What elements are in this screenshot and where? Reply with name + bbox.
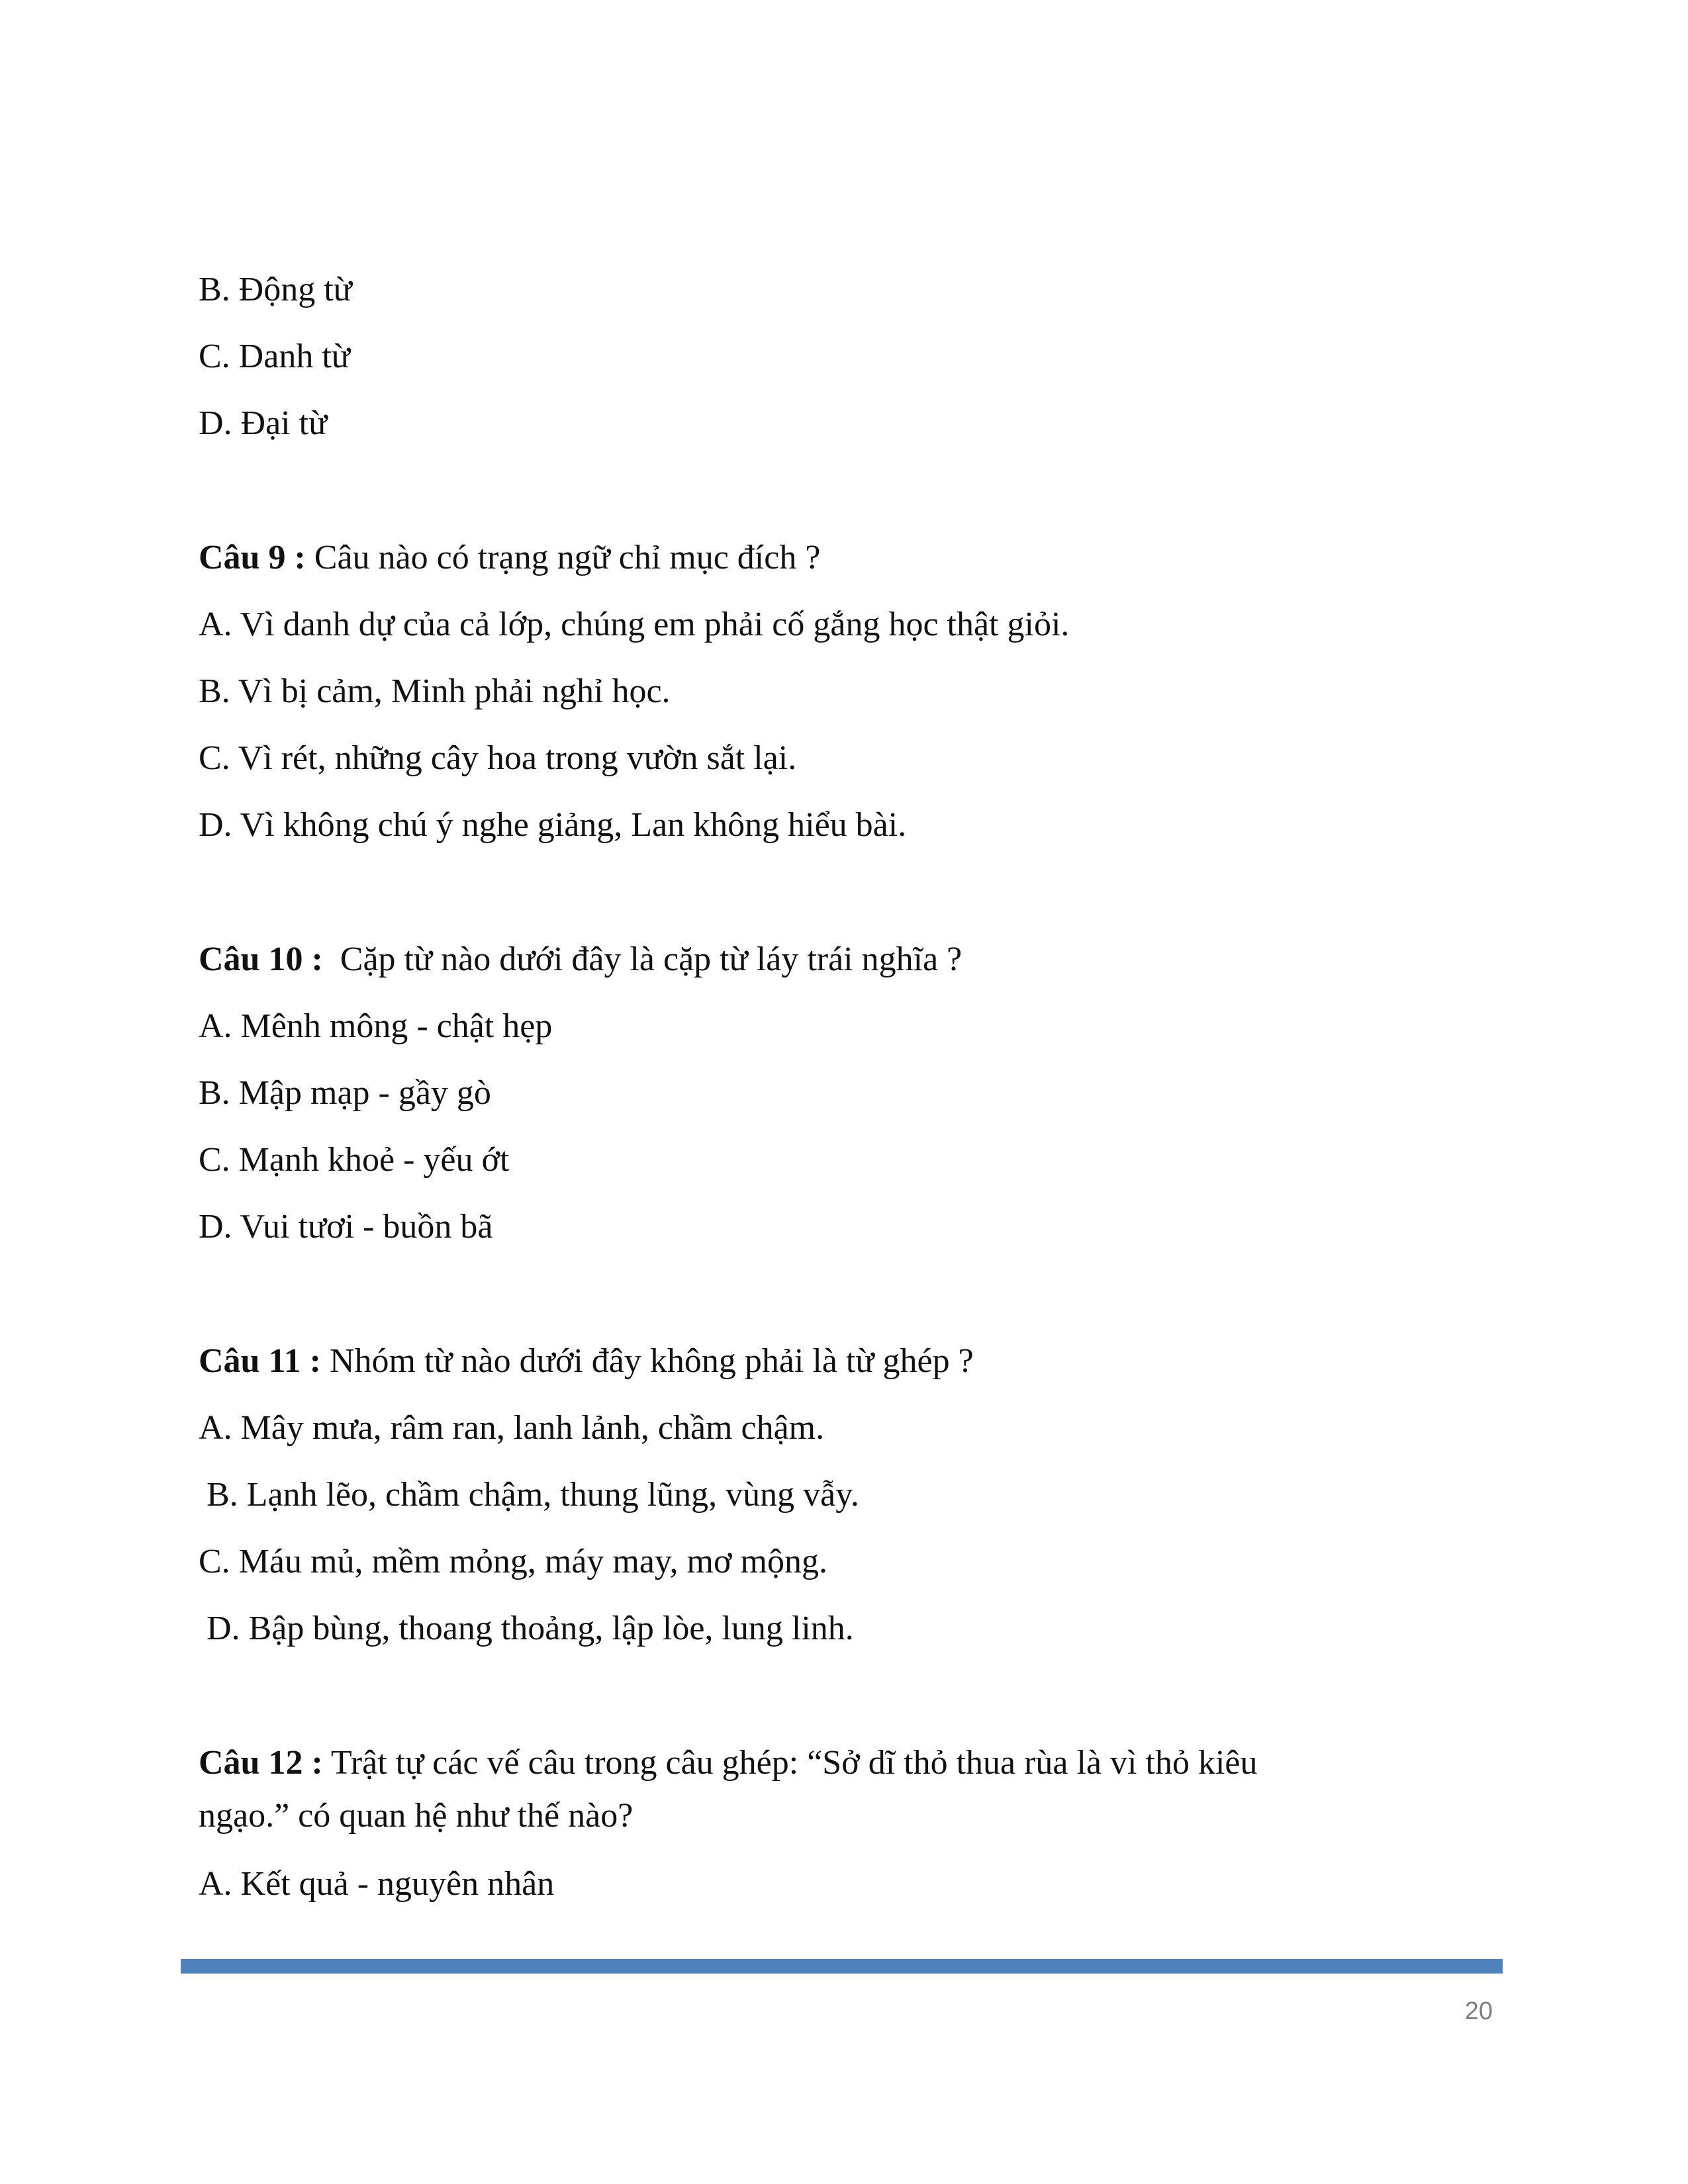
footer-divider-bar [181,1959,1503,1974]
question-9-text: Câu nào có trạng ngữ chỉ mục đích ? [305,539,821,576]
question-12-prompt [199,1742,1257,1784]
question-11-label: Câu 11 : [199,1342,321,1380]
question-12-text-line1: Trật tự các vế câu trong câu ghép: “Sở dĩ thỏ thua rùa là vì thỏ kiêu [322,1744,1258,1782]
question-12-text-line2: ngạo.” có quan hệ như thế nào? [199,1797,633,1835]
question-12-label: Câu 12 : [199,1744,323,1782]
question-9-option-b: B. Vì bị cảm, Minh phải nghỉ học. [199,672,671,710]
question-11-text: Nhóm từ nào dưới đây không phải là từ ghép ? [320,1342,974,1380]
question-11-option-d: D. Bập bùng, thoang thoảng, lập lòe, lung linh. [207,1610,854,1647]
question-10-label: Câu 10 : [199,940,323,978]
question-9-option-d: D. Vì không chú ý nghe giảng, Lan không hiểu bài. [199,806,907,844]
question-10-option-c: C. Mạnh khoẻ - yếu ớt [199,1141,510,1179]
question-10-text: Cặp từ nào dưới đây là cặp từ láy trái nghĩa ? [322,940,962,978]
question-11-option-b: B. Lạnh lẽo, chầm chậm, thung lũng, vùng vẫy. [207,1476,859,1514]
question-10-option-b: B. Mập mạp - gầy gò [199,1074,491,1112]
option-c-previous: C. Danh từ [199,338,350,375]
question-11-prompt [199,1340,974,1383]
question-9-option-c: C. Vì rét, những cây hoa trong vườn sắt lại. [199,739,797,777]
question-9-option-a: A. Vì danh dự của cả lớp, chúng em phải cố gắng học thật giỏi. [199,606,1070,643]
question-12-option-a: A. Kết quả - nguyên nhân [199,1865,555,1903]
option-b-previous: B. Động từ [199,271,352,308]
question-11-option-c: C. Máu mủ, mềm mỏng, máy may, mơ mộng. [199,1543,827,1580]
question-10-option-d: D. Vui tươi - buồn bã [199,1208,493,1246]
question-11-option-a: A. Mây mưa, râm ran, lanh lảnh, chầm chậm. [199,1409,825,1447]
page-number: 20 [1464,1997,1493,2025]
question-9-label: Câu 9 : [199,539,306,576]
question-9-prompt [199,537,820,579]
question-10-prompt [199,938,962,981]
question-10-option-a: A. Mênh mông - chật hẹp [199,1007,553,1045]
option-d-previous: D. Đại từ [199,404,328,442]
